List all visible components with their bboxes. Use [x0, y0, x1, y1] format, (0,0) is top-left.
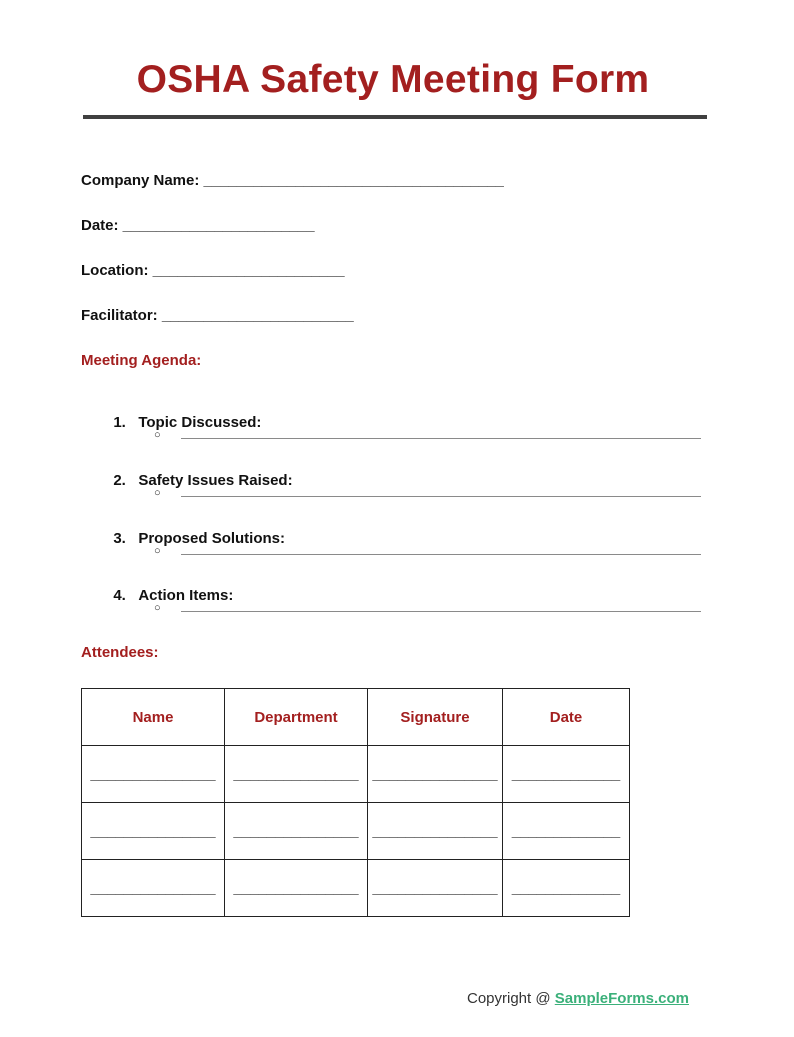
name-cell[interactable]: _______________: [82, 860, 225, 917]
agenda-item-label: Topic Discussed:: [138, 414, 262, 431]
signature-cell[interactable]: _______________: [368, 860, 503, 917]
department-cell[interactable]: _______________: [225, 746, 368, 803]
column-header-signature: Signature: [368, 689, 503, 746]
signature-cell[interactable]: _______________: [368, 803, 503, 860]
bullet-icon: ○: [154, 602, 161, 614]
agenda-answer-line[interactable]: [181, 438, 701, 439]
column-header-name: Name: [82, 689, 225, 746]
agenda-item-label: Proposed Solutions:: [138, 530, 286, 547]
table-row: [82, 860, 630, 917]
attendees-table: [81, 688, 630, 917]
agenda-item-topic: [105, 397, 261, 431]
agenda-item-number: 4.: [113, 587, 126, 604]
agenda-item-proposed-solutions: [105, 513, 285, 547]
facilitator-field[interactable]: Facilitator: _______________________: [81, 307, 354, 324]
agenda-item-action-items: [105, 570, 233, 604]
agenda-answer-line[interactable]: [181, 496, 701, 497]
column-header-department: Department: [225, 689, 368, 746]
location-field[interactable]: Location: _______________________: [81, 262, 345, 279]
department-cell[interactable]: _______________: [225, 860, 368, 917]
date-cell[interactable]: _____________: [503, 803, 630, 860]
agenda-answer-line[interactable]: [181, 611, 701, 612]
bullet-icon: ○: [154, 487, 161, 499]
title-divider: [83, 115, 707, 119]
agenda-item-safety-issues: [105, 455, 293, 489]
brand-link[interactable]: SampleForms.com: [554, 990, 689, 1007]
name-cell[interactable]: _______________: [82, 746, 225, 803]
page-title: OSHA Safety Meeting Form: [136, 58, 650, 101]
copyright-text: Copyright @: [467, 990, 555, 1007]
attendees-heading: Attendees:: [81, 644, 159, 661]
date-field[interactable]: Date: _______________________: [81, 217, 315, 234]
name-cell[interactable]: _______________: [82, 803, 225, 860]
table-row: [82, 803, 630, 860]
agenda-item-label: Action Items:: [138, 587, 234, 604]
agenda-item-label: Safety Issues Raised:: [138, 472, 293, 489]
table-header-row: [82, 689, 630, 746]
company-name-field[interactable]: Company Name: ____________________________________: [81, 172, 504, 189]
agenda-item-number: 1.: [113, 414, 126, 431]
agenda-item-number: 3.: [113, 530, 126, 547]
agenda-item-number: 2.: [113, 472, 126, 489]
signature-cell[interactable]: _______________: [368, 746, 503, 803]
column-header-date: Date: [503, 689, 630, 746]
date-cell[interactable]: _____________: [503, 860, 630, 917]
date-cell[interactable]: _____________: [503, 746, 630, 803]
meeting-agenda-heading: Meeting Agenda:: [81, 352, 202, 369]
bullet-icon: ○: [154, 545, 161, 557]
bullet-icon: ○: [154, 429, 161, 441]
copyright-footer: [467, 990, 689, 1007]
table-row: [82, 746, 630, 803]
department-cell[interactable]: _______________: [225, 803, 368, 860]
agenda-answer-line[interactable]: [181, 554, 701, 555]
